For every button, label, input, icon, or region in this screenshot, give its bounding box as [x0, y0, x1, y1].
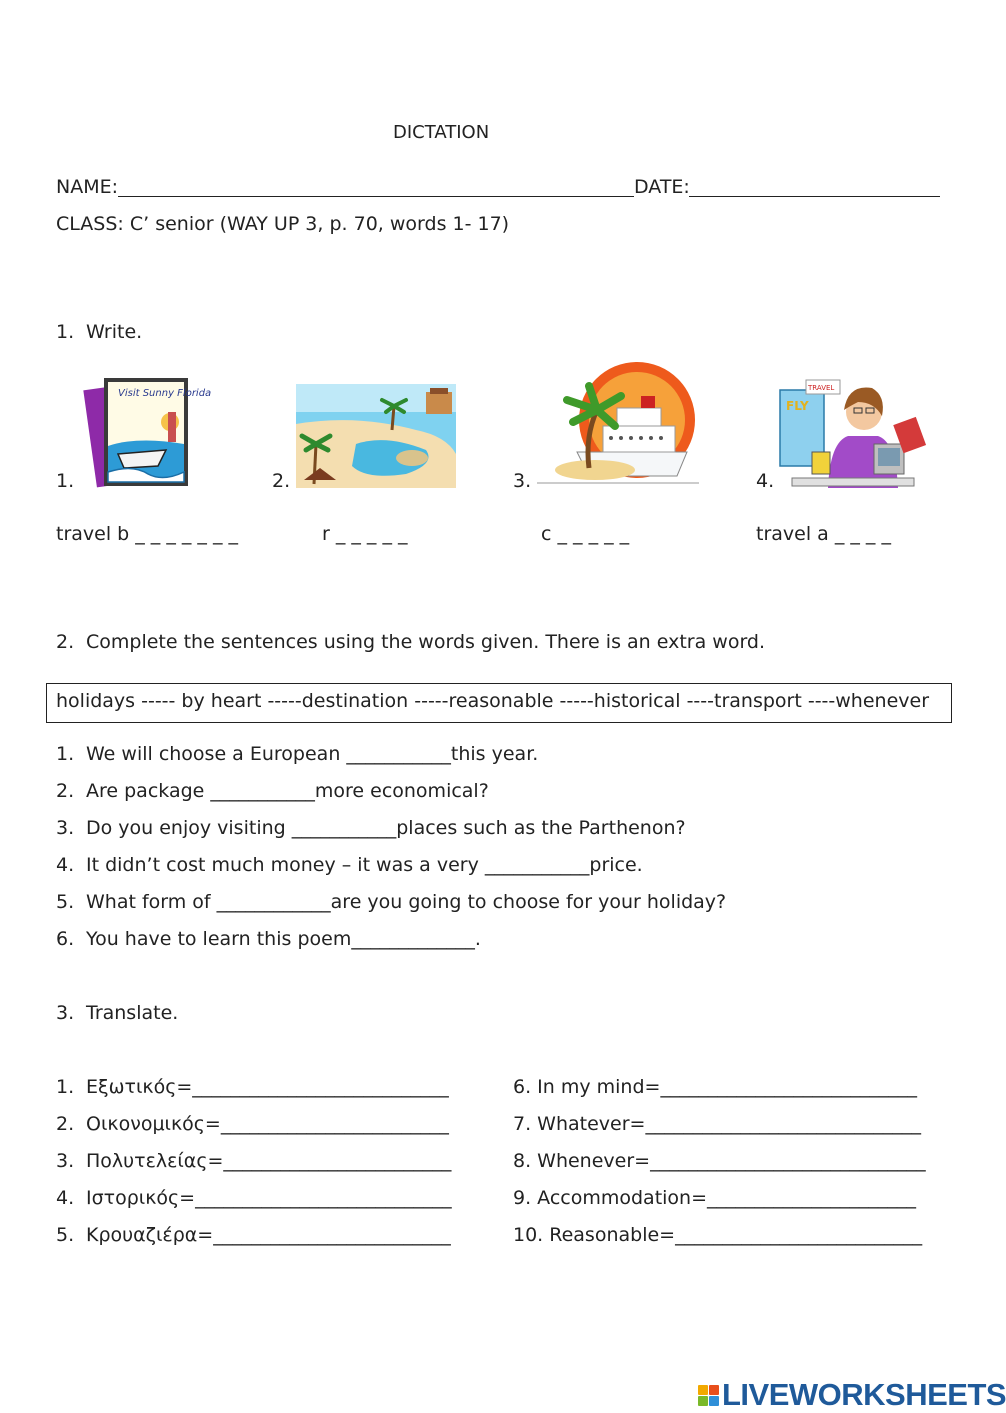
sentence-text[interactable]: You have to learn this poem_____________. — [86, 928, 481, 950]
translate-item-2 — [56, 1115, 449, 1134]
logo-square — [698, 1385, 708, 1395]
translate-item-9[interactable]: 9. Accommodation=______________________ — [513, 1187, 917, 1209]
travel-brochure-picture — [88, 376, 212, 488]
translate-number: 4. — [56, 1187, 75, 1209]
translate-item-5 — [56, 1226, 451, 1245]
translate-number: 5. — [56, 1224, 75, 1246]
translate-item-1 — [56, 1078, 449, 1097]
name-label: NAME: — [56, 176, 119, 198]
sentence-6 — [56, 930, 481, 949]
section2-heading-text: Complete the sentences using the words given. There is an extra word. — [86, 631, 766, 653]
section3-heading — [56, 1004, 178, 1023]
sentence-text[interactable]: We will choose a European ___________this year. — [86, 743, 539, 765]
travel-agent-picture — [778, 376, 928, 488]
translate-text[interactable]: Εξωτικός=___________________________ — [86, 1076, 449, 1098]
class-info: CLASS: C’ senior (WAY UP 3, p. 70, words 1- 17) — [56, 213, 510, 235]
translate-item-3 — [56, 1152, 451, 1171]
page-title: DICTATION — [393, 122, 490, 143]
picture-word-3: c _ _ _ _ _ — [541, 523, 630, 545]
word-box-text: holidays ----- by heart -----destination -----reasonable -----historical ----transport ----whenever — [56, 690, 930, 712]
sentence-number: 2. — [56, 780, 75, 802]
picture-number-2: 2. — [272, 470, 291, 492]
brochure-caption: Visit Sunny Florida — [118, 388, 212, 399]
translate-item-10[interactable]: 10. Reasonable=__________________________ — [513, 1224, 923, 1246]
translate-item-4 — [56, 1189, 452, 1208]
translate-item-7[interactable]: 7. Whatever=_____________________________ — [513, 1113, 921, 1135]
translate-number: 2. — [56, 1113, 75, 1135]
resort-picture — [296, 384, 456, 488]
poster-label-travel: TRAVEL — [808, 384, 835, 392]
picture-number-1: 1. — [56, 470, 75, 492]
logo-text: LIVEWORKSHEETS — [722, 1377, 1006, 1412]
section3-number: 3. — [56, 1002, 75, 1024]
picture-word-2: r _ _ _ _ _ — [322, 523, 408, 545]
sentence-2 — [56, 782, 489, 801]
logo-square — [698, 1396, 708, 1406]
sentence-4 — [56, 856, 643, 875]
sentence-number: 4. — [56, 854, 75, 876]
section1-number: 1. — [56, 321, 75, 343]
section2-heading — [56, 633, 765, 652]
picture-number-4: 4. — [756, 470, 775, 492]
section2-number: 2. — [56, 631, 75, 653]
sentence-5 — [56, 893, 726, 912]
translate-item-8[interactable]: 8. Whenever=_____________________________ — [513, 1150, 926, 1172]
picture-word-4: travel a _ _ _ _ — [756, 523, 891, 545]
sentence-text[interactable]: Do you enjoy visiting ___________places such as the Parthenon? — [86, 817, 686, 839]
logo-square — [709, 1385, 719, 1395]
sentence-text[interactable]: What form of ____________are you going to choose for your holiday? — [86, 891, 727, 913]
section1-heading — [56, 323, 142, 342]
logo-square — [709, 1396, 719, 1406]
translate-number: 3. — [56, 1150, 75, 1172]
word-box — [46, 683, 952, 723]
picture-number-3: 3. — [513, 470, 532, 492]
poster-label-fly: FLY — [786, 399, 809, 413]
sentence-number: 5. — [56, 891, 75, 913]
sentence-number: 3. — [56, 817, 75, 839]
section1-heading-text: Write. — [86, 321, 143, 343]
date-label: DATE: — [634, 176, 690, 198]
sentence-text[interactable]: It didn’t cost much money – it was a very ___________price. — [86, 854, 643, 876]
section3-heading-text: Translate. — [86, 1002, 179, 1024]
translate-item-6[interactable]: 6. In my mind=___________________________ — [513, 1076, 917, 1098]
translate-text[interactable]: Οικονομικός=________________________ — [86, 1113, 449, 1135]
translate-text[interactable]: Κρουαζιέρα=_________________________ — [86, 1224, 451, 1246]
cruise-ship-picture — [537, 356, 699, 488]
sentence-number: 1. — [56, 743, 75, 765]
translate-number: 1. — [56, 1076, 75, 1098]
sentence-3 — [56, 819, 686, 838]
picture-word-1: travel b _ _ _ _ _ _ _ — [56, 523, 238, 545]
sentence-text[interactable]: Are package ___________more economical? — [86, 780, 489, 802]
date-field-line[interactable] — [689, 196, 940, 197]
translate-text[interactable]: Ιστορικός=___________________________ — [86, 1187, 452, 1209]
translate-text[interactable]: Πολυτελείας=________________________ — [86, 1150, 452, 1172]
name-field-line[interactable] — [118, 196, 634, 197]
liveworksheets-logo[interactable] — [698, 1378, 1006, 1412]
sentence-1 — [56, 745, 538, 764]
sentence-number: 6. — [56, 928, 75, 950]
logo-mark-icon — [698, 1385, 719, 1406]
